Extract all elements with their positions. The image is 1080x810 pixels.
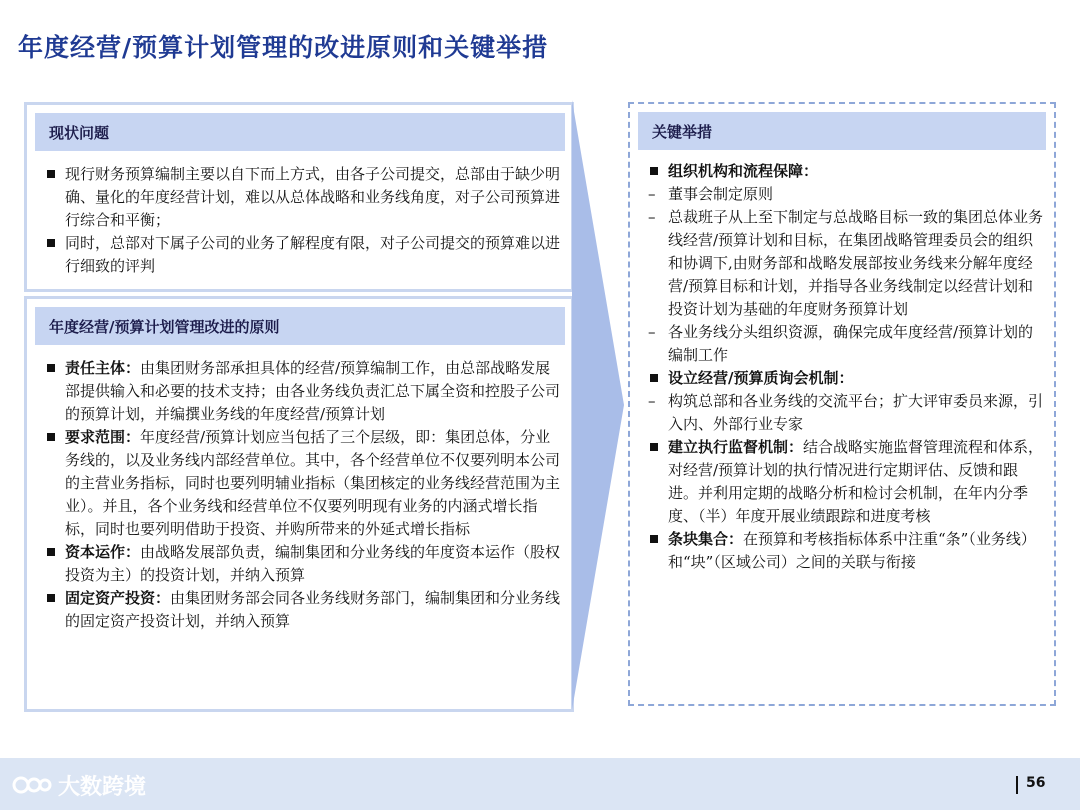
dash-marker: – bbox=[648, 208, 656, 226]
status-quo-heading: 现状问题 bbox=[35, 113, 565, 151]
measure-sub-text: 董事会制定原则 bbox=[668, 185, 774, 203]
principle-item bbox=[45, 541, 563, 587]
measure-label: 建立执行监督机制： bbox=[668, 438, 804, 456]
page-number-divider bbox=[1016, 776, 1018, 794]
dash-marker: – bbox=[648, 323, 656, 341]
principle-item bbox=[45, 587, 563, 633]
bullet-square-icon bbox=[650, 535, 658, 543]
bullet-square-icon bbox=[650, 167, 658, 175]
principle-label: 固定资产投资： bbox=[65, 589, 171, 607]
arrow-chevron-icon bbox=[572, 100, 624, 710]
measure-item-supervision bbox=[648, 436, 1046, 528]
dash-marker: – bbox=[648, 392, 656, 410]
measure-item-org bbox=[648, 160, 1046, 183]
principle-item bbox=[45, 357, 563, 426]
principle-text: 由集团财务部承担具体的经营/预算编制工作，由总部战略发展部提供输入和必要的技术支持；由各业务线负责汇总下属全资和控股子公司的预算计划，并编撰业务线的年度经营/预算计划 bbox=[65, 359, 561, 423]
footer-logo bbox=[12, 770, 146, 800]
page-title: 年度经营/预算计划管理的改进原则和关键举措 bbox=[18, 33, 549, 62]
measures-panel bbox=[628, 102, 1056, 706]
dash-marker: – bbox=[648, 185, 656, 203]
bullet-square-icon bbox=[650, 374, 658, 382]
status-quo-bullet bbox=[45, 163, 563, 232]
measure-sub-item bbox=[648, 206, 1046, 321]
measure-sub-text: 总裁班子从上至下制定与总战略目标一致的集团总体业务线经营/预算计划和目标，在集团战略管理委员会的组织和协调下,由财务部和战略发展部按业务线来分解年度经营/预算目标和计划，并指导各业务线制定以经营计划和投资计划为基础的年度财务预算计划 bbox=[668, 208, 1044, 318]
status-quo-bullet-text: 同时，总部对下属子公司的业务了解程度有限，对子公司提交的预算难以进行细致的评判 bbox=[65, 234, 561, 275]
logo-text: 大数跨境 bbox=[58, 774, 147, 800]
measures-text bbox=[648, 160, 1046, 574]
principle-text: 年度经营/预算计划应当包括了三个层级，即：集团总体，分业务线的，以及业务线内部经营单位。其中，各个经营单位不仅要列明本公司的主营业务指标，同时也要列明辅业指标（集团核定的业务线经营范围为主业）。并且，各个业务线和经营单位不仅要列明现有业务的内涵式增长指标，同时也要列明借助于投资、并购所带来的外延式增长指标 bbox=[65, 428, 561, 538]
measure-label: 条块集合： bbox=[668, 530, 744, 548]
principle-label: 要求范围： bbox=[65, 428, 141, 446]
measure-item-inquiry bbox=[648, 367, 1046, 390]
page-number: 56 bbox=[1026, 775, 1046, 791]
bullet-square-icon bbox=[47, 239, 55, 247]
measures-heading: 关键举措 bbox=[638, 112, 1046, 150]
bullet-square-icon bbox=[47, 364, 55, 372]
status-quo-text bbox=[45, 163, 563, 278]
principle-item bbox=[45, 426, 563, 541]
measure-sub-item bbox=[648, 183, 1046, 206]
principle-label: 责任主体： bbox=[65, 359, 141, 377]
logo-mark-icon bbox=[12, 772, 52, 798]
measure-label: 组织机构和流程保障： bbox=[668, 162, 819, 180]
measure-sub-text: 各业务线分头组织资源，确保完成年度经营/预算计划的编制工作 bbox=[668, 323, 1034, 364]
measure-text: 在预算和考核指标体系中注重“条”（业务线）和“块”（区域公司）之间的关联与衔接 bbox=[668, 530, 1036, 571]
principles-text bbox=[45, 357, 563, 633]
measure-sub-item bbox=[648, 321, 1046, 367]
measure-label: 设立经营/预算质询会机制： bbox=[668, 369, 854, 387]
bullet-square-icon bbox=[47, 548, 55, 556]
footer-bar bbox=[0, 758, 1080, 810]
principle-label: 资本运作： bbox=[65, 543, 141, 561]
measure-sub-text: 构筑总部和各业务线的交流平台；扩大评审委员来源，引入内、外部行业专家 bbox=[668, 392, 1044, 433]
arrow-shape bbox=[572, 100, 624, 710]
bullet-square-icon bbox=[47, 433, 55, 441]
status-quo-panel bbox=[24, 102, 574, 292]
status-quo-bullet bbox=[45, 232, 563, 278]
bullet-square-icon bbox=[650, 443, 658, 451]
measure-sub-item bbox=[648, 390, 1046, 436]
principles-heading: 年度经营/预算计划管理改进的原则 bbox=[35, 307, 565, 345]
bullet-square-icon bbox=[47, 170, 55, 178]
measure-text: 结合战略实施监督管理流程和体系，对经营/预算计划的执行情况进行定期评估、反馈和跟进。并利用定期的战略分析和检讨会机制，在年内分季度、（半）年度开展业绩跟踪和进度考核 bbox=[668, 438, 1044, 525]
principles-panel bbox=[24, 296, 574, 712]
principle-text: 由集团财务部会同各业务线财务部门，编制集团和分业务线的固定资产投资计划，并纳入预算 bbox=[65, 589, 561, 630]
bullet-square-icon bbox=[47, 594, 55, 602]
status-quo-bullet-text: 现行财务预算编制主要以自下而上方式，由各子公司提交，总部由于缺少明确、量化的年度经营计划，难以从总体战略和业务线角度，对子公司预算进行综合和平衡； bbox=[65, 165, 561, 229]
principle-text: 由战略发展部负责，编制集团和分业务线的年度资本运作（股权投资为主）的投资计划，并纳入预算 bbox=[65, 543, 561, 584]
measure-item-matrix bbox=[648, 528, 1046, 574]
